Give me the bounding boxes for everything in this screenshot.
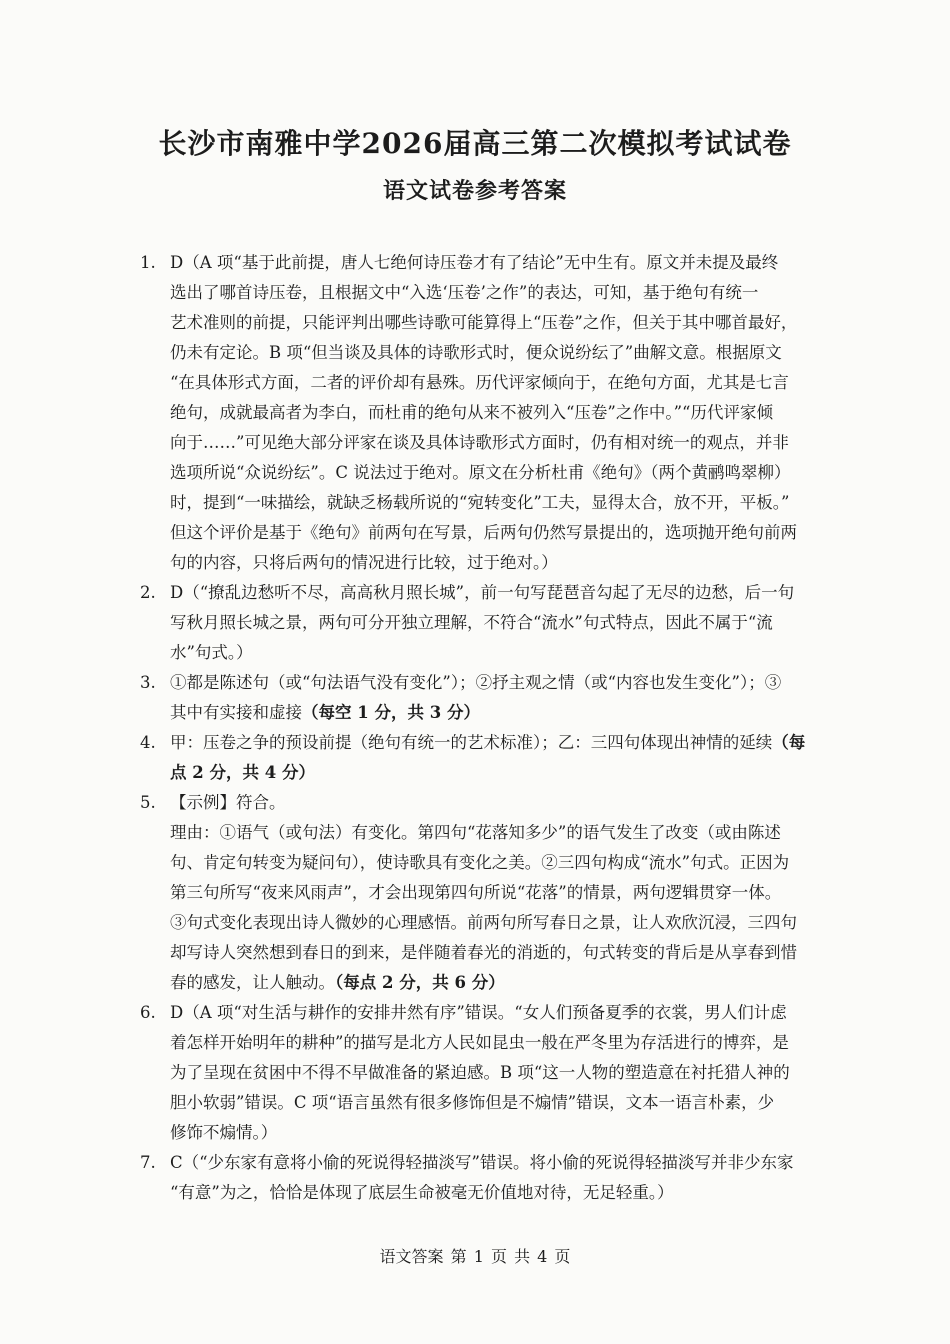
answer-number: 4.: [140, 733, 156, 752]
answer-line: 却写诗人突然想到春日的到来，是伴随着春光的消逝的，句式转变的背后是从享春到惜: [170, 943, 797, 962]
answer-line: “在具体形式方面，二者的评价却有悬殊。历代评家倾向于，在绝句方面，尤其是七言: [170, 373, 789, 392]
answer-line: 修饰不煽情。）: [170, 1123, 278, 1142]
answer-list: [140, 248, 816, 1208]
answer-line: 选出了哪首诗压卷，且根据文中“入选‘压卷’之作”的表达，可知，基于绝句有统一: [170, 283, 759, 302]
answer-line: 第三句所写“夜来风雨声”，才会出现第四句所说“花落”的情景，两句逻辑贯穿一体。: [170, 883, 782, 902]
answer-text: 其中有实接和虚接: [170, 703, 302, 722]
answer-line: C（“少东家有意将小偷的死说得轻描淡写”错误。将小偷的死说得轻描淡写并非少东家: [170, 1153, 794, 1172]
answer-line: 写秋月照长城之景，两句可分开独立理解，不符合“流水”句式特点，因此不属于“流: [170, 613, 773, 632]
answer-line: ①都是陈述句（或“句法语气没有变化”）；②抒主观之情（或“内容也发生变化”）；③: [170, 673, 782, 692]
answer-line: 但这个评价是基于《绝句》前两句在写景，后两句仍然写景提出的，选项抛开绝句前两: [170, 523, 797, 542]
answer-line: 着怎样开始明年的耕种”的描写是北方人民如昆虫一般在严冬里为存活进行的博弈，是: [170, 1033, 789, 1052]
answer-line: ③句式变化表现出诗人微妙的心理感悟。前两句所写春日之景，让人欢欣沉浸，三四句: [170, 913, 797, 932]
page-footer: 语文答案 第 1 页 共 4 页: [379, 1247, 571, 1266]
answer-item-7: [140, 1148, 816, 1208]
answer-line: D（A 项“基于此前提，唐人七绝何诗压卷才有了结论”无中生有。原文并未提及最终: [170, 253, 779, 272]
answer-item-3: [140, 668, 816, 728]
answer-line: 绝句，成就最高者为李白，而杜甫的绝句从来不被列入“压卷”之作中。”“历代评家倾: [170, 403, 773, 422]
answer-number: 5.: [140, 793, 156, 812]
answer-number: 2.: [140, 583, 156, 602]
answer-item-1: [140, 248, 816, 578]
answer-number: 3.: [140, 673, 156, 692]
document-subtitle: 语文试卷参考答案: [382, 178, 567, 204]
answer-item-2: [140, 578, 816, 668]
score-note: （每: [772, 733, 806, 752]
answer-number: 1.: [140, 253, 156, 272]
answer-line: 艺术准则的前提，只能评判出哪些诗歌可能算得上“压卷”之作，但关于其中哪首最好，: [170, 313, 798, 332]
answer-item-6: [140, 998, 816, 1148]
answer-line: 向于……”可见绝大部分评家在谈及具体诗歌形式方面时，仍有相对统一的观点，并非: [170, 433, 789, 452]
answer-item-5: [140, 788, 816, 998]
answer-line: [170, 968, 816, 998]
answer-number: 7.: [140, 1153, 156, 1172]
answer-line: 【示例】符合。: [170, 793, 286, 812]
answer-line: “有意”为之，恰恰是体现了底层生命被毫无价值地对待，无足轻重。）: [170, 1183, 674, 1202]
answer-text: 甲：压卷之争的预设前提（绝句有统一的艺术标准）；乙：三四句体现出神情的延续: [170, 733, 773, 752]
answer-line: 理由：①语气（或句法）有变化。第四句“花落知多少”的语气发生了改变（或由陈述: [170, 823, 781, 842]
answer-line: D（“撩乱边愁听不尽，高高秋月照长城”，前一句写琵琶音勾起了无尽的边愁，后一句: [170, 583, 795, 602]
answer-line: 胆小软弱”错误。C 项“语言虽然有很多修饰但是不煽情”错误，文本一语言朴素，少: [170, 1093, 775, 1112]
answer-line: 句的内容，只将后两句的情况进行比较，过于绝对。）: [170, 553, 558, 572]
answer-line: 时，提到“一味描绘，就缺乏杨载所说的“宛转变化”工夫，显得太合，放不开，平板。”: [170, 493, 790, 512]
score-note: （每空 1 分，共 3 分）: [302, 703, 480, 722]
answer-line: [170, 698, 816, 728]
answer-line: D（A 项“对生活与耕作的安排井然有序”错误。“女人们预备夏季的衣裳，男人们计虑: [170, 1003, 787, 1022]
answer-line: [170, 728, 816, 758]
answer-line: 选项所说“众说纷纭”。C 说法过于绝对。原文在分析杜甫《绝句》（两个黄鹂鸣翠柳）: [170, 463, 791, 482]
answer-line: 仍未有定论。B 项“但当谈及具体的诗歌形式时，便众说纷纭了”曲解文意。根据原文: [170, 343, 782, 362]
answer-text: 春的感发，让人触动。: [170, 973, 335, 992]
score-note: 点 2 分，共 4 分）: [170, 763, 315, 782]
answer-number: 6.: [140, 1003, 156, 1022]
answer-line: 为了呈现在贫困中不得不早做准备的紧迫感。B 项“这一人物的塑造意在衬托猎人神的: [170, 1063, 790, 1082]
answer-line: 水”句式。）: [170, 643, 253, 662]
answer-line: 句、肯定句转变为疑问句），使诗歌具有变化之美。②三四句构成“流水”句式。正因为: [170, 853, 790, 872]
answer-item-4: [140, 728, 816, 788]
document-title: 长沙市南雅中学2026届高三第二次模拟考试试卷: [158, 127, 792, 160]
score-note: （每点 2 分，共 6 分）: [335, 973, 505, 992]
